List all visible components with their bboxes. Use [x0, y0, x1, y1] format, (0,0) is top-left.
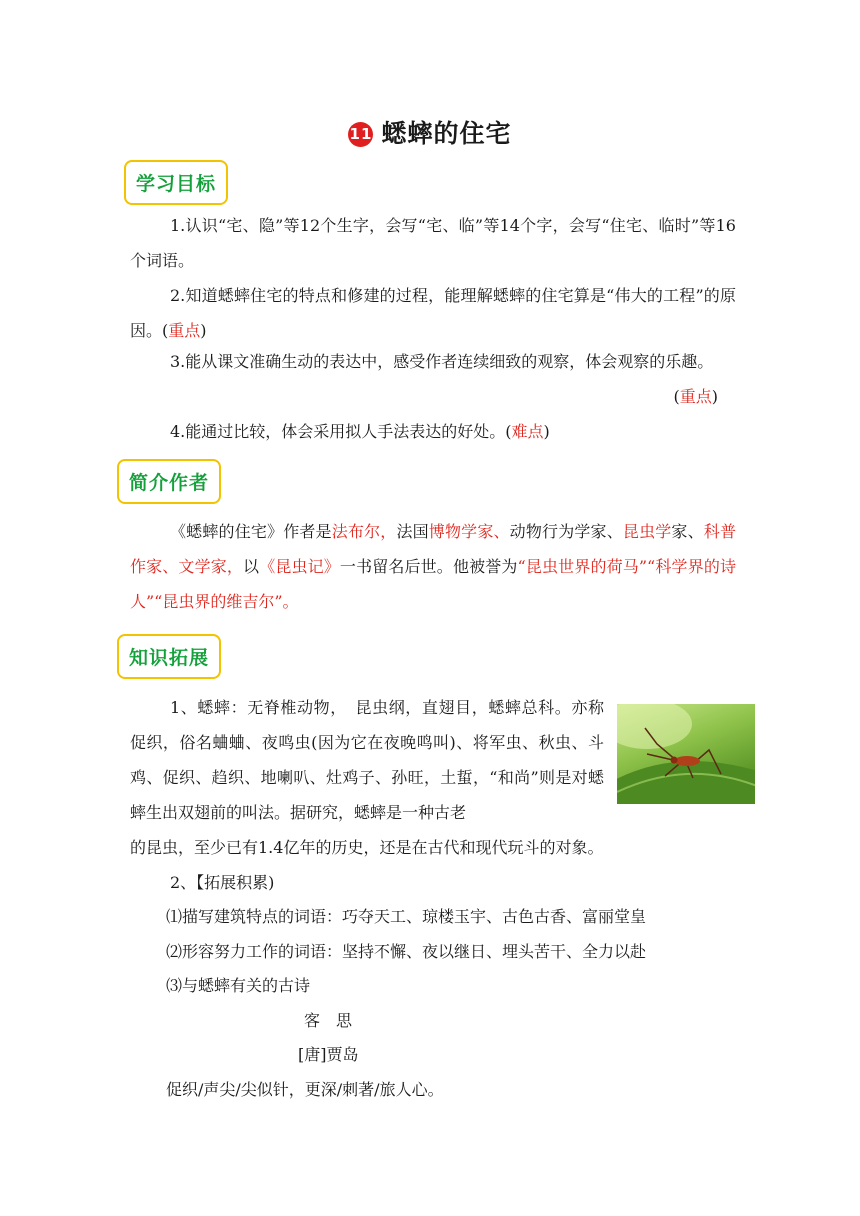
- key-point-mark: 重点: [168, 321, 201, 340]
- knowledge-item-1: 1、蟋蟀：无脊椎动物， 昆虫纲，直翅目，蟋蟀总科。亦称促织，俗名蛐蛐、夜鸣虫(因为它在夜晚鸣叫)、将军虫、秋虫、斗鸡、促织、趋织、地喇叭、灶鸡子、孙旺，土蜇，“和尚”则是对蟋蟀生出双翅前的叫法。据研究，蟋蟀是一种古老: [130, 698, 604, 822]
- page-title: [0, 114, 860, 150]
- lesson-number-badge: 11: [348, 122, 373, 147]
- goal-4: 4.能通过比较，体会采用拟人手法表达的好处。(难点): [170, 422, 550, 441]
- poem-title: 客 思: [304, 1011, 353, 1030]
- cricket-on-leaf-photo: [617, 704, 755, 804]
- knowledge-item-1-end: 的昆虫，至少已有1.4亿年的历史，还是在古代和现代玩斗的对象。: [130, 838, 604, 857]
- key-point-mark: 重点: [679, 387, 712, 406]
- knowledge-sub-2: ⑵形容努力工作的词语：坚持不懈、夜以继日、埋头苦干、全力以赴: [166, 942, 647, 961]
- section-label-goals: 学习目标: [124, 160, 228, 205]
- difficult-point-mark: 难点: [511, 422, 544, 441]
- goal-1: 1.认识“宅、隐”等12个生字，会写“宅、临”等14个字，会写“住宅、临时”等16个词语。: [130, 216, 736, 270]
- lesson-title: 蟋蟀的住宅: [381, 119, 512, 148]
- knowledge-sub-1: ⑴描写建筑特点的词语：巧夺天工、琼楼玉宇、古色古香、富丽堂皇: [166, 907, 647, 926]
- knowledge-sub-3: ⑶与蟋蟀有关的古诗: [166, 976, 311, 995]
- goal-2: 2.知道蟋蟀住宅的特点和修建的过程，能理解蟋蟀的住宅算是“伟大的工程”的原因。(重点): [130, 286, 736, 340]
- section-label-author: 简介作者: [117, 459, 221, 504]
- poem-line: 促织/声尖/尖似针，更深/刺著/旅人心。: [166, 1080, 444, 1099]
- section-label-knowledge: 知识拓展: [117, 634, 221, 679]
- poem-author: [唐]贾岛: [298, 1045, 359, 1064]
- goal-3-mark: (重点): [673, 387, 718, 406]
- goal-3: 3.能从课文准确生动的表达中，感受作者连续细致的观察，体会观察的乐趣。: [170, 352, 714, 371]
- knowledge-item-2: 2、【拓展积累): [170, 873, 275, 892]
- author-paragraph: 《蟋蟀的住宅》作者是法布尔，法国博物学家、动物行为学家、昆虫学家、科普作家、文学家，以《昆虫记》一书留名后世。他被誉为“昆虫世界的荷马”“科学界的诗人”“昆虫界的维吉尔”。: [130, 522, 736, 611]
